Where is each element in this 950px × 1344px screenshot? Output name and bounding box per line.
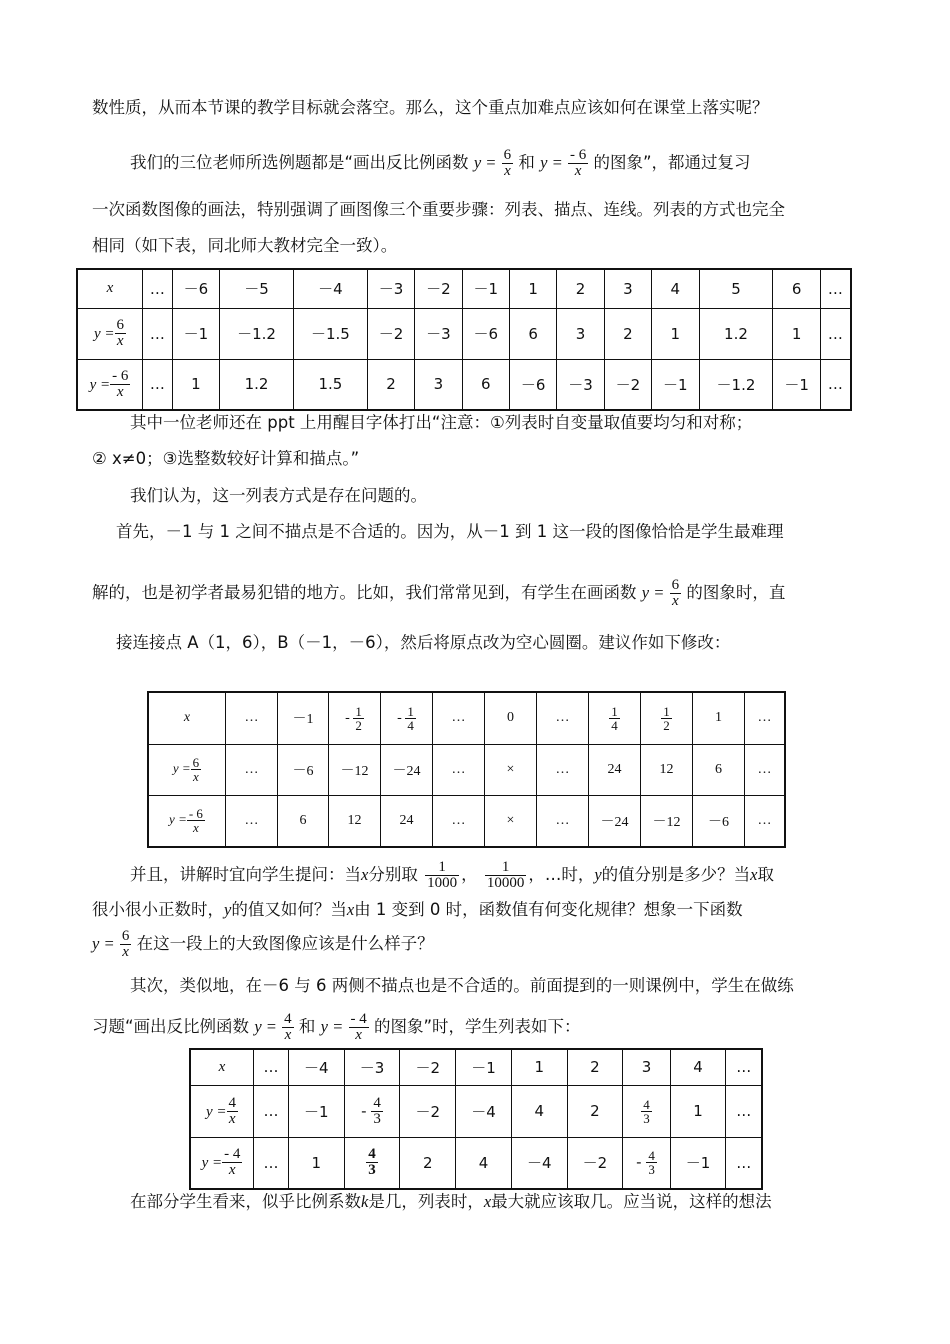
table-cell: 2: [367, 359, 414, 410]
table-cell: …: [537, 795, 589, 847]
table-cell: 1.2: [699, 308, 773, 359]
table-cell: …: [820, 269, 851, 308]
table-cell: －4: [293, 269, 367, 308]
paragraph-line: 首先，－1 与 1 之间不描点是不合适的。因为，从－1 到 1 这一段的图像恰恰是学生最难理: [116, 522, 784, 541]
table-cell: 1.2: [220, 359, 294, 410]
table-header-x: x: [148, 692, 226, 744]
table-cell: －2: [400, 1049, 456, 1085]
table-header-y1: y = $\frac{6}{x}$: [148, 744, 226, 795]
table-cell: －3: [367, 269, 414, 308]
table-cell: 2: [567, 1049, 623, 1085]
fraction-6-over-x: $\frac{6}{x}$: [503, 147, 512, 179]
table-cell: －3: [415, 308, 462, 359]
paragraph-line: 很小很小正数时，y的值又如何？当x由 1 变到 0 时，函数值有何变化规律？想象一下函数: [92, 900, 743, 919]
table-cell: －24: [381, 744, 433, 795]
table-cell: －3: [557, 359, 604, 410]
table-row: [77, 308, 851, 359]
table-header-x: x: [190, 1049, 254, 1085]
table-cell: …: [226, 795, 278, 847]
table-cell: －1: [456, 1049, 512, 1085]
table-cell: －1: [172, 308, 219, 359]
paragraph-line: 数性质，从而本节课的教学目标就会落空。那么，这个重点加难点应该如何在课堂上落实呢？: [92, 98, 769, 117]
table-cell: 2: [604, 308, 651, 359]
table-cell: －12: [641, 795, 693, 847]
table-cell: 3: [415, 359, 462, 410]
table-cell: 3: [623, 1049, 670, 1085]
table-cell: 12: [641, 744, 693, 795]
paragraph-line: 解的，也是初学者最易犯错的地方。比如，我们常常见到，有学生在画函数 y = $\frac{6}{x}$ 的图象时，直: [92, 577, 786, 609]
table-row: x … －1 - $\frac{1}{2}$ - $\frac{1}{4}$ … 0 … $\frac{1}{4}$ $\frac{1}{2}$ 1 …: [148, 692, 785, 744]
table-header-y2: y = $\frac{- 4}{x}$: [190, 1137, 254, 1189]
table-cell: …: [226, 744, 278, 795]
paragraph-line: 一次函数图像的画法，特别强调了画图像三个重要步骤：列表、描点、连线。列表的方式也完全: [92, 200, 785, 219]
table-row: [148, 744, 785, 795]
table-cell: …: [745, 744, 786, 795]
table-header-y1: y = $\frac{6}{x}$: [77, 308, 143, 359]
table-cell: 5: [699, 269, 773, 308]
table-cell: －6: [172, 269, 219, 308]
table-cell: ×: [485, 744, 537, 795]
table-cell: 4: [652, 269, 699, 308]
table-cell: 24: [381, 795, 433, 847]
table-row: [190, 1049, 762, 1085]
table-header-y1: y = $\frac{4}{x}$: [190, 1085, 254, 1137]
table-cell: …: [143, 308, 173, 359]
table-row: [148, 795, 785, 847]
table-cell: 4: [670, 1049, 726, 1085]
table-cell: …: [143, 269, 173, 308]
table-cell: 2: [557, 269, 604, 308]
table-cell: 24: [589, 744, 641, 795]
table-cell: 6: [773, 269, 820, 308]
table-cell: …: [745, 795, 786, 847]
table-cell: 1: [511, 1049, 567, 1085]
table-cell: 1: [172, 359, 219, 410]
table-cell: 6: [693, 744, 745, 795]
table-cell: 1: [510, 269, 557, 308]
table-cell: －1: [652, 359, 699, 410]
value-table-2: [147, 691, 786, 848]
table-cell: －3: [344, 1049, 400, 1085]
paragraph-line: 我们认为，这一列表方式是存在问题的。: [130, 486, 427, 505]
table-cell: －1.2: [699, 359, 773, 410]
paragraph-line: 接连接点 A（1，6），B（－1，－6），然后将原点改为空心圆圈。建议作如下修改：: [116, 633, 731, 652]
value-table-1: [76, 268, 852, 411]
table-cell: …: [537, 744, 589, 795]
table-cell: －1.5: [293, 308, 367, 359]
paragraph-line: 其次，类似地，在－6 与 6 两侧不描点也是不合适的。前面提到的一则课例中，学生在做练: [130, 976, 794, 995]
paragraph-line: 其中一位老师还在 ppt 上用醒目字体打出“注意：①列表时自变量取值要均匀和对称；: [130, 413, 753, 432]
table-cell: －6: [510, 359, 557, 410]
table-cell: ×: [485, 795, 537, 847]
paragraph-line: ② x≠0；③选整数较好计算和描点。”: [92, 449, 360, 468]
table-cell: 1: [773, 308, 820, 359]
value-table-3: [189, 1048, 763, 1190]
table-cell: …: [433, 744, 485, 795]
table-row: [77, 359, 851, 410]
table-header-y2: y = $\frac{- 6}{x}$: [77, 359, 143, 410]
table-cell: －5: [220, 269, 294, 308]
table-cell: －6: [278, 744, 329, 795]
table-cell: 3: [557, 308, 604, 359]
table-cell: 1.5: [293, 359, 367, 410]
table-row: [77, 269, 851, 308]
table-cell: …: [433, 795, 485, 847]
table-cell: －24: [589, 795, 641, 847]
table-cell: －12: [329, 744, 381, 795]
table-cell: －6: [693, 795, 745, 847]
paragraph-line: 在部分学生看来，似乎比例系数k是几，列表时，x最大就应该取几。应当说，这样的想法: [130, 1192, 772, 1211]
table-header-y2: y = $\frac{- 6}{x}$: [148, 795, 226, 847]
paragraph-line: 相同（如下表，同北师大教材完全一致）。: [92, 236, 398, 255]
table-cell: …: [820, 359, 851, 410]
paragraph-line: y = $\frac{6}{x}$ 在这一段上的大致图像应该是什么样子？: [92, 928, 434, 960]
table-cell: －1.2: [220, 308, 294, 359]
table-cell: 6: [510, 308, 557, 359]
table-cell: …: [820, 308, 851, 359]
table-cell: …: [143, 359, 173, 410]
table-cell: －2: [415, 269, 462, 308]
table-row: y = $\frac{- 4}{x}$ … 1 $\frac{4}{3}$ 2 4 －4 －2 - $\frac{4}{3}$ －1 …: [190, 1137, 762, 1189]
table-cell: －2: [604, 359, 651, 410]
table-cell: －2: [367, 308, 414, 359]
table-header-x: x: [77, 269, 143, 308]
table-cell: －1: [773, 359, 820, 410]
table-cell: 6: [278, 795, 329, 847]
fraction-neg6-over-x: $\frac{- 6}{x}$: [570, 147, 587, 179]
table-cell: －4: [288, 1049, 344, 1085]
paragraph-line: 习题“画出反比例函数 y = $\frac{4}{x}$ 和 y = $\frac{- 4}{x}$ 的图象”时，学生列表如下：: [92, 1011, 581, 1043]
paragraph-line: 我们的三位老师所选例题都是“画出反比例函数 y = $\frac{6}{x}$ 和 y = $\frac{- 6}{x}$ 的图象”，都通过复习: [130, 147, 751, 179]
table-cell: 3: [604, 269, 651, 308]
table-cell: －6: [462, 308, 509, 359]
paragraph-line: 并且，讲解时宜向学生提问：当x分别取 $\frac{1}{1000}$ ， $\frac{1}{10000}$ ，…时，y的值分别是多少？当x取: [130, 859, 774, 891]
table-cell: 6: [462, 359, 509, 410]
table-cell: …: [726, 1049, 762, 1085]
table-row: y = $\frac{4}{x}$ … －1 - $\frac{4}{3}$ －2 －4 4 2 $\frac{4}{3}$ 1 …: [190, 1085, 762, 1137]
table-cell: 1: [652, 308, 699, 359]
table-cell: 12: [329, 795, 381, 847]
table-cell: …: [254, 1049, 289, 1085]
table-cell: －1: [462, 269, 509, 308]
